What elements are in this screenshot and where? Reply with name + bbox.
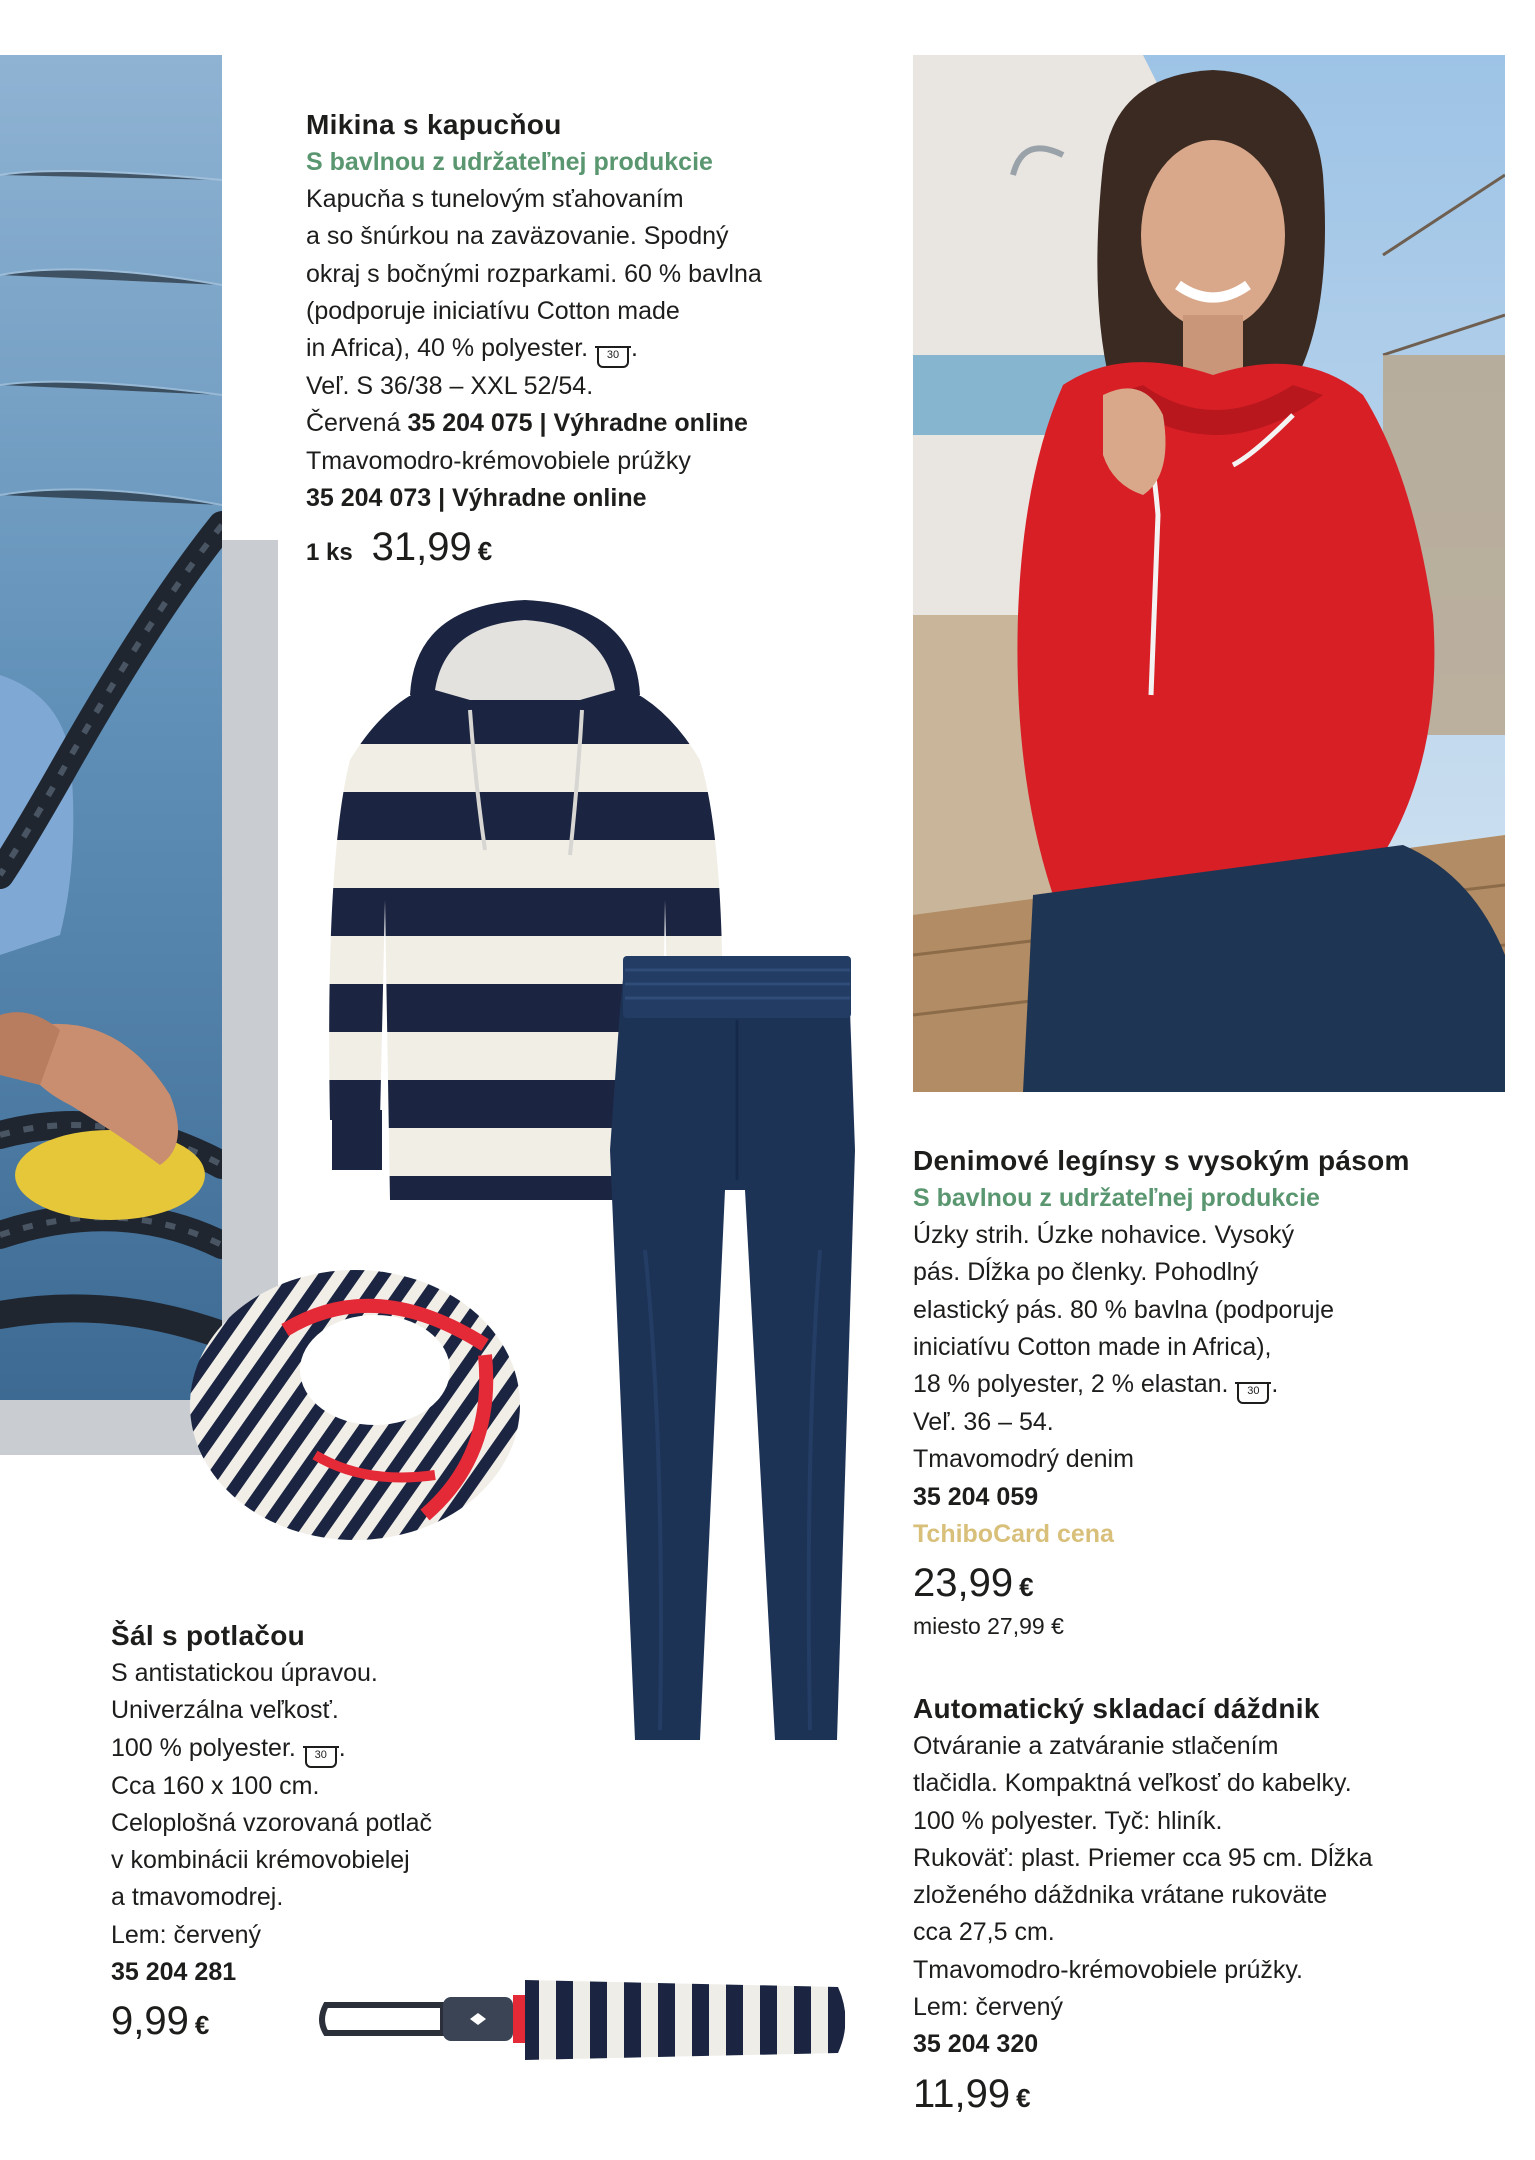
leggings-price-value: 23,99 [913,1561,1014,1606]
hoodie-price-row [306,523,866,575]
leggings-currency: € [1019,1572,1034,1603]
hoodie-desc-line: Kapucňa s tunelovým sťahovaním [306,185,684,213]
leggings-desc-line: pás. Dĺžka po členky. Pohodlný [913,1258,1259,1287]
leggings-desc-line-wash: 18 % polyester, 2 % elastan. 30 . [913,1366,1473,1404]
wash-30-icon: 30 [597,346,629,368]
hoodie-desc-line: (podporuje iniciatívu Cotton made [306,296,680,325]
hoodie-variant-2-code: 35 204 073 | Výhradne online [306,484,647,513]
scarf-desc-text: 100 % polyester. [111,1733,296,1762]
leggings-price [913,1559,1473,1611]
umbrella-desc-line: Tmavomodro-krémovobiele prúžky. [913,1955,1303,1984]
hoodie-variant-2-color: Tmavomodro-krémovobiele prúžky [306,446,691,475]
hoodie-price [372,525,493,569]
umbrella-desc-line: Otváranie a zatváranie stlačením [913,1732,1279,1760]
scarf-code: 35 204 281 [111,1958,237,1987]
hoodie-size: Veľ. S 36/38 – XXL 52/54. [306,372,594,401]
product-denim-leggings [605,950,865,1750]
scarf-title: Šál s potlačou [111,1620,306,1651]
hoodie-qty: 1 ks [306,539,353,567]
leggings-old-price: miesto 27,99 € [913,1613,1064,1640]
scarf-price [111,1997,531,2049]
leggings-title: Denimové legínsy s vysokým pásom [913,1145,1410,1176]
scarf-info [111,1617,531,2049]
hoodie-desc-line: okraj s bočnými rozparkami. 60 % bavlna [306,259,762,288]
umbrella-info [913,1690,1493,2122]
umbrella-desc-line: tlačidla. Kompaktná veľkosť do kabelky. [913,1769,1352,1798]
leggings-color: Tmavomodrý denim [913,1445,1134,1474]
photo-woman-red-hoodie [913,55,1505,1092]
scarf-desc-line: a tmavomodrej. [111,1883,284,1912]
product-printed-scarf [185,1255,525,1555]
scarf-price-value: 9,99 [111,1999,189,2044]
scarf-desc-line: Cca 160 x 100 cm. [111,1771,320,1800]
hoodie-desc-text: in Africa), 40 % polyester. [306,334,589,363]
scarf-desc-line: v kombinácii krémovobielej [111,1846,410,1875]
leggings-size: Veľ. 36 – 54. [913,1408,1054,1437]
hoodie-desc-line: a so šnúrkou na zaväzovanie. Spodný [306,222,729,251]
hoodie-subtitle: S bavlnou z udržateľnej produkcie [306,148,713,176]
hoodie-title: Mikina s kapucňou [306,109,562,140]
leggings-desc-line: Úzky strih. Úzke nohavice. Vysoký [913,1221,1295,1249]
umbrella-currency: € [1016,2082,1031,2113]
scarf-desc-line: Lem: červený [111,1920,262,1949]
scarf-desc-line: S antistatickou úpravou. [111,1659,378,1687]
wash-30-icon: 30 [305,1746,337,1768]
hoodie-currency: € [477,536,493,567]
leggings-desc-line: elastický pás. 80 % bavlna (podporuje [913,1295,1335,1324]
leggings-code: 35 204 059 [913,1482,1039,1511]
umbrella-code: 35 204 320 [913,2030,1039,2059]
hoodie-variant-1 [306,405,866,442]
umbrella-desc-line: Rukoväť: plast. Priemer cca 95 cm. Dĺžka [913,1843,1373,1872]
umbrella-desc-line: cca 27,5 cm. [913,1918,1055,1947]
tchibocard-label: TchiboCard cena [913,1520,1114,1549]
scarf-currency: € [194,2010,210,2041]
hoodie-desc-line-wash: in Africa), 40 % polyester. 30 . [306,330,866,368]
hoodie-price-value: 31,99 [371,525,472,570]
umbrella-price-value: 11,99 [913,2071,1011,2116]
hoodie-variant-1-code: 35 204 075 | Výhradne online [407,409,748,438]
scarf-desc-line: Celoplošná vzorovaná potlač [111,1808,433,1837]
umbrella-desc-line: Lem: červený [913,1993,1064,2022]
leggings-subtitle: S bavlnou z udržateľnej produkcie [913,1184,1320,1212]
photo-harbor-ropes [0,55,222,1400]
umbrella-desc-line: zloženého dáždnika vrátane rukoväte [913,1881,1328,1910]
scarf-desc-line: Univerzálna veľkosť. [111,1696,339,1725]
umbrella-title: Automatický skladací dáždnik [913,1693,1320,1724]
hoodie-info [306,106,866,575]
umbrella-desc-line: 100 % polyester. Tyč: hliník. [913,1806,1223,1835]
leggings-desc-text: 18 % polyester, 2 % elastan. [913,1370,1229,1399]
leggings-info [913,1142,1473,1641]
hoodie-variant-1-color: Červená [306,409,401,438]
wash-30-icon: 30 [1237,1382,1269,1404]
umbrella-price [913,2070,1493,2122]
leggings-desc-line: iniciatívu Cotton made in Africa), [913,1332,1272,1361]
scarf-desc-line-wash: 100 % polyester. 30 . [111,1730,531,1768]
